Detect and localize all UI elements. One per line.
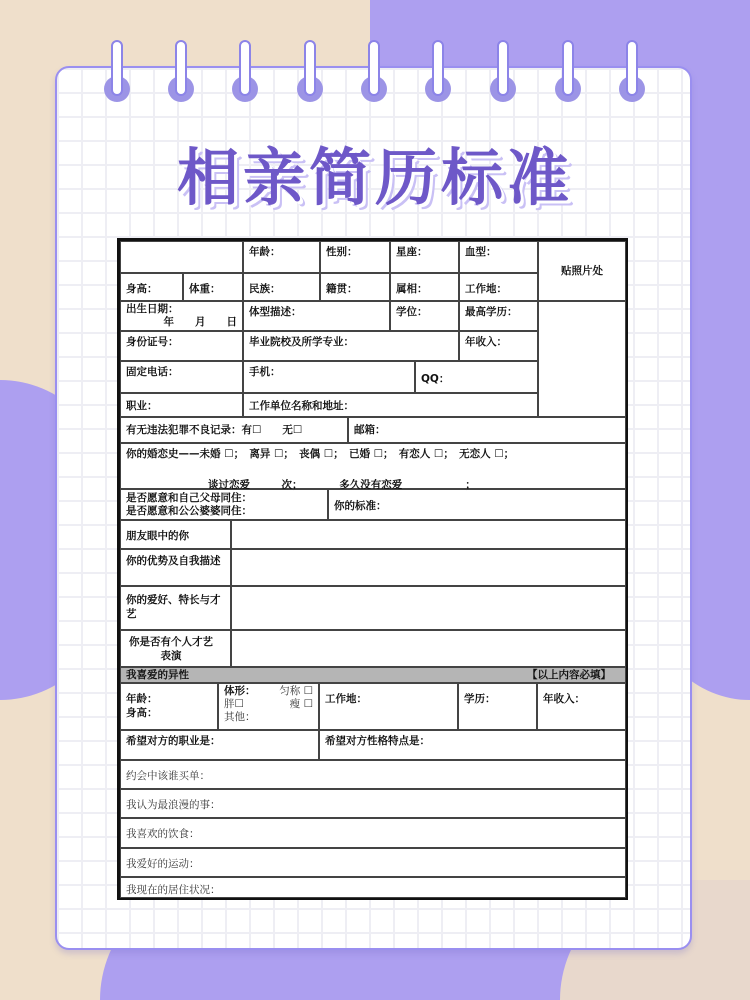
favorite-food-field[interactable]: 我喜欢的饮食： bbox=[120, 818, 626, 848]
weight-field[interactable]: 体重： bbox=[183, 273, 243, 301]
body-description-field[interactable]: 体型描述： bbox=[243, 301, 390, 331]
gender-field[interactable]: 性别： bbox=[320, 241, 390, 273]
most-romantic-field[interactable]: 我认为最浪漫的事： bbox=[120, 789, 626, 818]
birth-date-field[interactable] bbox=[120, 301, 243, 331]
strengths-label: 你的优势及自我描述 bbox=[120, 549, 231, 586]
zodiac-field[interactable]: 星座： bbox=[390, 241, 459, 273]
age-field[interactable]: 年龄： bbox=[243, 241, 320, 273]
friends-view-label: 朋友眼中的你 bbox=[120, 520, 231, 549]
talent-label: 你是否有个人才艺表演 bbox=[120, 630, 231, 667]
page-title: 相亲简历标准 bbox=[176, 141, 573, 214]
partner-age-height-field[interactable] bbox=[120, 683, 218, 730]
talent-input[interactable] bbox=[231, 630, 626, 667]
mobile-field[interactable]: 手机： bbox=[243, 361, 415, 393]
partner-section-title: 我喜爱的异性 bbox=[126, 669, 189, 681]
partner-height: 身高： bbox=[126, 707, 158, 719]
living-status-field[interactable]: 我现在的居住状况： bbox=[120, 877, 626, 898]
height-field[interactable]: 身高： bbox=[120, 273, 183, 301]
native-place-field[interactable]: 籍贯： bbox=[320, 273, 390, 301]
birth-date-units: 年 月 日 bbox=[163, 316, 237, 328]
cohabitation-field[interactable] bbox=[120, 489, 328, 520]
partner-education-field[interactable]: 学历： bbox=[458, 683, 537, 730]
dating-resume-form bbox=[117, 238, 628, 900]
your-standard-field[interactable]: 你的标准： bbox=[328, 489, 626, 520]
partner-body-label: 体形： bbox=[224, 685, 256, 697]
partner-occupation-field[interactable]: 希望对方的职业是： bbox=[120, 730, 319, 760]
required-note: 【以上内容必填】 bbox=[527, 669, 611, 681]
strengths-input[interactable] bbox=[231, 549, 626, 586]
landline-field[interactable]: 固定电话： bbox=[120, 361, 243, 393]
partner-age: 年龄： bbox=[126, 693, 158, 705]
birth-date-label: 出生日期： bbox=[126, 303, 179, 315]
degree-field[interactable]: 学位： bbox=[390, 301, 459, 331]
hobbies-input[interactable] bbox=[231, 586, 626, 630]
blood-type-field[interactable]: 血型： bbox=[459, 241, 538, 273]
hobbies-label: 你的爱好、特长与才艺 bbox=[120, 586, 231, 630]
partner-body-field[interactable] bbox=[218, 683, 319, 730]
email-field[interactable]: 邮箱： bbox=[348, 417, 626, 443]
marital-history-field[interactable] bbox=[120, 443, 626, 489]
photo-placeholder[interactable] bbox=[538, 241, 626, 301]
relationship-count: 谈过恋爱 次； 多久没有恋爱 ； bbox=[208, 479, 476, 491]
partner-work-place-field[interactable]: 工作地： bbox=[319, 683, 458, 730]
qq-field[interactable]: QQ： bbox=[415, 361, 538, 393]
body-other[interactable]: 其他： bbox=[224, 711, 256, 723]
body-fat-checkbox[interactable]: 胖☐ bbox=[224, 698, 244, 710]
photo-extra-cell bbox=[538, 301, 626, 417]
who-pays-field[interactable]: 约会中该谁买单： bbox=[120, 760, 626, 789]
marital-history-options: 你的婚恋史——未婚 ☐； 离异 ☐； 丧偶 ☐； 已婚 ☐； 有恋人 ☐； 无恋人 ☐； bbox=[126, 448, 515, 460]
employer-field[interactable]: 工作单位名称和地址： bbox=[243, 393, 538, 417]
favorite-sport-field[interactable]: 我爱好的运动： bbox=[120, 848, 626, 877]
partner-section-header bbox=[120, 667, 626, 683]
body-even-checkbox[interactable]: 匀称 ☐ bbox=[279, 685, 313, 697]
live-with-inlaws: 是否愿意和公公婆婆同住： bbox=[126, 505, 252, 517]
work-place-field[interactable]: 工作地： bbox=[459, 273, 538, 301]
criminal-record-field[interactable]: 有无违法犯罪不良记录：有☐ 无☐ bbox=[120, 417, 348, 443]
education-field[interactable]: 最高学历： bbox=[459, 301, 538, 331]
friends-view-input[interactable] bbox=[231, 520, 626, 549]
school-major-field[interactable]: 毕业院校及所学专业： bbox=[243, 331, 459, 361]
live-with-parents: 是否愿意和自己父母同住： bbox=[126, 492, 252, 504]
blank-cell[interactable] bbox=[120, 241, 243, 273]
occupation-field[interactable]: 职业： bbox=[120, 393, 243, 417]
body-thin-checkbox[interactable]: 瘦 ☐ bbox=[289, 698, 313, 710]
partner-income-field[interactable]: 年收入： bbox=[537, 683, 626, 730]
ethnicity-field[interactable]: 民族： bbox=[243, 273, 320, 301]
partner-personality-field[interactable]: 希望对方性格特点是： bbox=[319, 730, 626, 760]
id-number-field[interactable]: 身份证号： bbox=[120, 331, 243, 361]
photo-label: 贴照片处 bbox=[561, 265, 603, 277]
chinese-zodiac-field[interactable]: 属相： bbox=[390, 273, 459, 301]
annual-income-field[interactable]: 年收入： bbox=[459, 331, 538, 361]
